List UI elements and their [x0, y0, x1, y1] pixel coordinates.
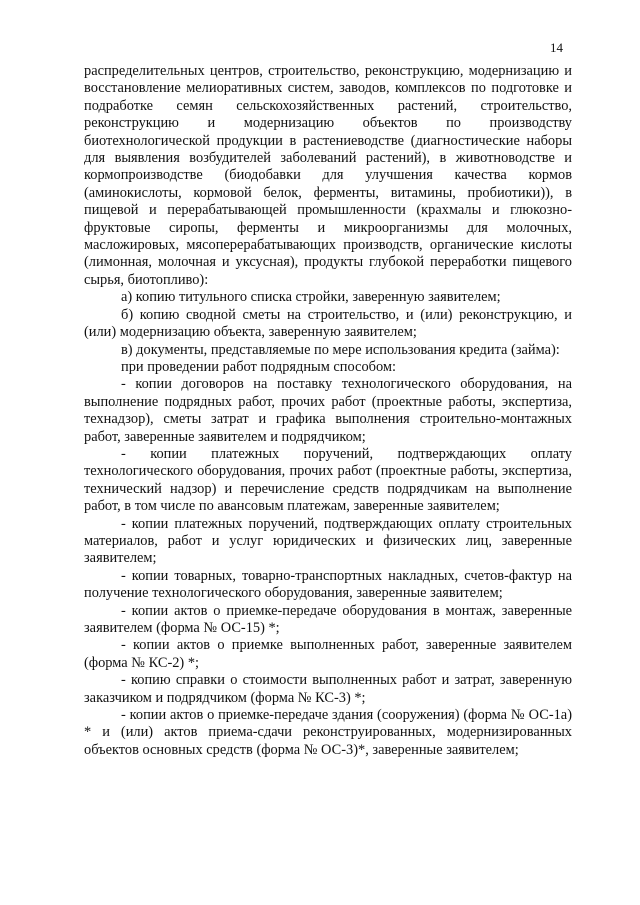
paragraph: - копии актов о приемке выполненных работ, заверенные заявителем (форма № КС-2) *;	[84, 637, 572, 671]
paragraph: - копии договоров на поставку технологического оборудования, на выполнение подрядных работ, прочих работ (проектные работы, экспертиза, технадзор), сметы затрат и графика выполнения строительно-монтажных работ, заверенные заявителем и подрядчиком;	[84, 376, 572, 445]
paragraph: - копии актов о приемке-передаче оборудования в монтаж, заверенные заявителем (форма № ОС-15) *;	[84, 602, 572, 636]
document-body	[84, 63, 572, 759]
paragraph: а) копию титульного списка стройки, заверенную заявителем;	[121, 289, 501, 306]
paragraph: - копии платежных поручений, подтверждающих оплату строительных материалов, работ и услуг юридических и физических лиц, заверенные заявителем;	[84, 515, 572, 567]
paragraph: - копии товарных, товарно-транспортных накладных, счетов-фактур на получение технологического оборудования, заверенные заявителем;	[84, 567, 572, 602]
paragraph: - копии актов о приемке-передаче здания (сооружения) (форма № ОС-1а) * и (или) актов приема-сдачи реконструированных, модернизированных объектов основных средств (форма № ОС-3)*, заверенные заявителем;	[84, 707, 572, 758]
paragraph: в) документы, представляемые по мере использования кредита (займа):	[121, 341, 560, 358]
paragraph: б) копию сводной сметы на строительство, и (или) реконструкцию, и (или) модернизацию объекта, заверенную заявителем;	[84, 306, 572, 341]
paragraph: распределительных центров, строительство, реконструкцию, модернизацию и восстановление мелиоративных систем, заводов, комплексов по подготовке и подработке семян сельскохозяйственных растений, строительство, реконструкцию и модернизацию объектов по производству биотехнологической продукции в растениеводстве (диагностические наборы для выявления возбудителей заболеваний растений), в животноводстве и кормопроизводстве (биодобавки для улучшения качества кормов (аминокислоты, кормовой белок, ферменты, витамины, пробиотики)), в пищевой и перерабатывающей промышленности (крахмалы и глюкозно-фруктовые сиропы, ферменты и микроорганизмы для молочных, масложировых, мясоперерабатывающих производств, органические кислоты (лимонная, молочная и уксусная), продукты глубокой переработки пищевого сырья, биотопливо):	[84, 63, 572, 288]
paragraph: при проведении работ подрядным способом:	[121, 358, 396, 375]
paragraph: - копию справки о стоимости выполненных работ и затрат, заверенную заказчиком и подрядчиком (форма № КС-3) *;	[84, 672, 572, 706]
page-number: 14	[550, 40, 563, 55]
paragraph: - копии платежных поручений, подтверждающих оплату технологического оборудования, прочих работ (проектные работы, экспертиза, технический надзор) и перечисление средств подрядчикам на выполнение работ, в том числе по авансовым платежам, заверенные заявителем;	[84, 445, 572, 515]
